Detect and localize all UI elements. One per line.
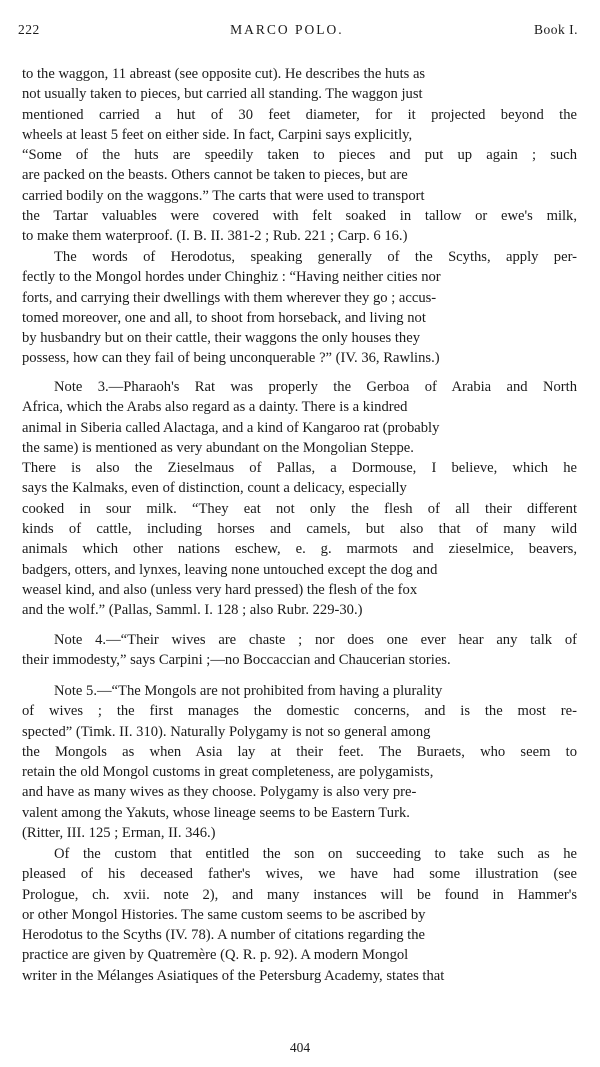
text-line: not usually taken to pieces, but carried all standing. The waggon just bbox=[22, 86, 423, 103]
paragraph-waggon bbox=[22, 64, 577, 247]
text-line: says the Kalmaks, even of distinction, count a delicacy, especially bbox=[22, 480, 407, 497]
paragraph-custom bbox=[22, 844, 577, 986]
text-line: kinds of cattle, including horses and camels, but also that of many wild bbox=[22, 521, 577, 538]
note-4 bbox=[22, 630, 577, 671]
text-line: are packed on the beasts. Others cannot be taken to pieces, but are bbox=[22, 167, 408, 184]
page-number: 222 bbox=[18, 22, 40, 37]
text-line: writer in the Mélanges Asiatiques of the Petersburg Academy, states that bbox=[22, 967, 445, 984]
text-line: the Mongols as when Asia lay at their feet. The Buraets, who seem to bbox=[22, 743, 577, 760]
text-line: There is also the Zieselmaus of Pallas, a Dormouse, I believe, which he bbox=[22, 460, 577, 477]
text-line: Note 5.—“The Mongols are not prohibited from having a plurality bbox=[54, 683, 443, 699]
text-line: practice are given by Quatremère (Q. R. p. 92). A modern Mongol bbox=[22, 947, 409, 964]
note-5 bbox=[22, 681, 577, 843]
text-line: tomed moreover, one and all, to shoot from horseback, and living not bbox=[22, 309, 426, 326]
folio-number: 404 bbox=[289, 1040, 311, 1055]
text-line: Africa, which the Arabs also regard as a dainty. There is a kindred bbox=[22, 399, 408, 416]
text-line: the Tartar valuables were covered with felt soaked in tallow or ewe's milk, bbox=[22, 208, 577, 225]
text-line: Note 3.—Pharaoh's Rat was properly the Gerboa of Arabia and North bbox=[54, 379, 577, 395]
note-3 bbox=[22, 377, 577, 621]
running-title: MARCO POLO. bbox=[230, 22, 344, 37]
text-line: Of the custom that entitled the son on succeeding to take such as he bbox=[54, 846, 577, 862]
text-line: (Ritter, III. 125 ; Erman, II. 346.) bbox=[22, 825, 216, 842]
text-line: mentioned carried a hut of 30 feet diameter, for it projected beyond the bbox=[22, 106, 577, 123]
book-label: Book I. bbox=[533, 22, 578, 37]
text-line: wheels at least 5 feet on either side. In fact, Carpini says explicitly, bbox=[22, 126, 413, 143]
text-line: Prologue, ch. xvii. note 2), and many instances will be found in Hammer's bbox=[22, 886, 577, 903]
text-line: the same) is mentioned as very abundant on the Mongolian Steppe. bbox=[22, 439, 414, 456]
text-line: and have as many wives as they choose. Polygamy is also very pre- bbox=[22, 784, 417, 801]
text-line: of wives ; the first manages the domestic concerns, and is the most re- bbox=[22, 703, 577, 720]
text-line: animal in Siberia called Alactaga, and a kind of Kangaroo rat (probably bbox=[22, 419, 440, 436]
text-line: retain the old Mongol customs in great completeness, are polygamists, bbox=[22, 764, 434, 781]
text-line: possess, how can they fail of being unconquerable ?” (IV. 36, Rawlins.) bbox=[22, 350, 440, 367]
text-line: Note 4.—“Their wives are chaste ; nor does one ever hear any talk of bbox=[54, 632, 577, 648]
text-line: and the wolf.” (Pallas, Samml. I. 128 ; also Rubr. 229-30.) bbox=[22, 602, 363, 619]
text-line: pleased of his deceased father's wives, we have had some illustration (see bbox=[22, 866, 577, 883]
text-line: spected” (Timk. II. 310). Naturally Polygamy is not so general among bbox=[22, 723, 431, 740]
text-line: The words of Herodotus, speaking generally of the Scyths, apply per- bbox=[54, 249, 577, 265]
running-header bbox=[18, 22, 578, 38]
text-line: weasel kind, and also (unless very hard pressed) the flesh of the fox bbox=[22, 581, 418, 598]
text-line: by husbandry but on their cattle, their waggons the only houses they bbox=[22, 330, 421, 347]
text-line: “Some of the huts are speedily taken to pieces and put up again ; such bbox=[22, 147, 577, 164]
text-line: to make them waterproof. (I. B. II. 381-2 ; Rub. 221 ; Carp. 6 16.) bbox=[22, 228, 408, 245]
text-line: cooked in sour milk. “They eat not only the flesh of all their different bbox=[22, 500, 577, 517]
text-line: fectly to the Mongol hordes under Chinghiz : “Having neither cities nor bbox=[22, 269, 441, 286]
text-line: Herodotus to the Scyths (IV. 78). A number of citations regarding the bbox=[22, 927, 426, 944]
text-line: forts, and carrying their dwellings with them wherever they go ; accus- bbox=[22, 289, 437, 306]
text-line: badgers, otters, and lynxes, leaving none untouched except the dog and bbox=[22, 561, 438, 578]
text-line: valent among the Yakuts, whose lineage seems to be Eastern Turk. bbox=[22, 804, 410, 821]
text-line: their immodesty,” says Carpini ;—no Boccaccian and Chaucerian stories. bbox=[22, 652, 451, 669]
text-line: animals which other nations eschew, e. g. marmots and zieselmice, beavers, bbox=[22, 541, 577, 558]
text-line: or other Mongol Histories. The same custom seems to be ascribed by bbox=[22, 906, 426, 923]
text-line: carried bodily on the waggons.” The carts that were used to transport bbox=[22, 187, 425, 204]
text-line: to the waggon, 11 abreast (see opposite cut). He describes the huts as bbox=[22, 66, 426, 82]
paragraph-herodotus bbox=[22, 247, 577, 369]
